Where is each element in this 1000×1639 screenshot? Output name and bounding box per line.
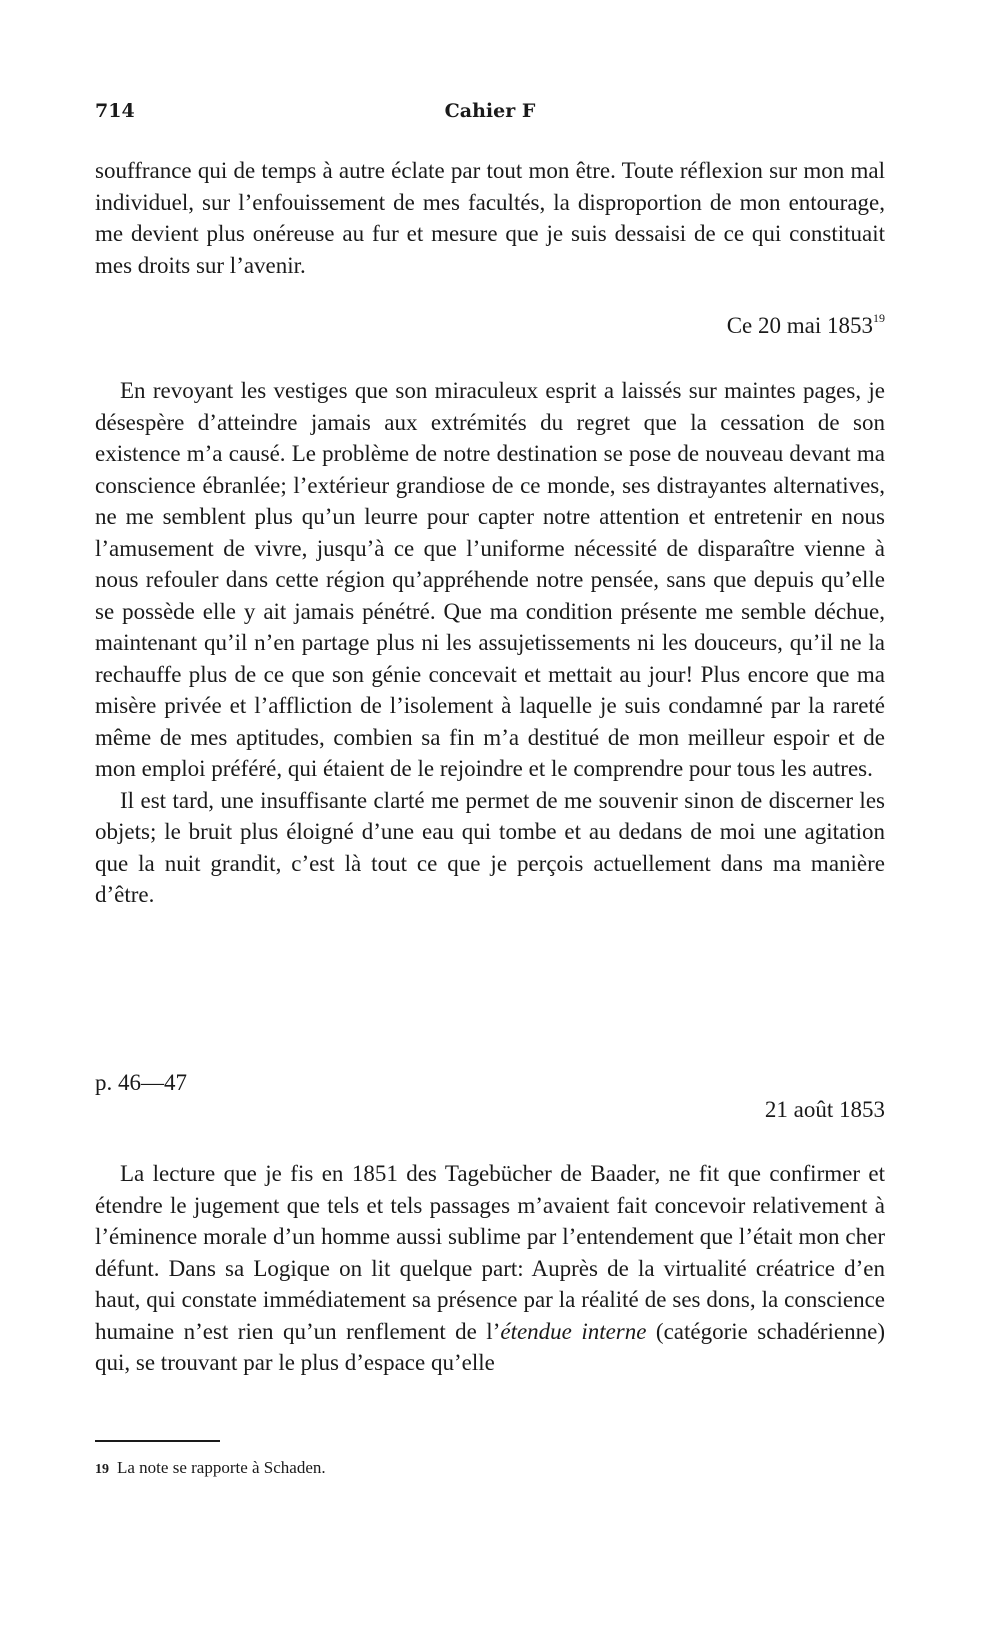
paragraph-text-part: La lecture que je fis en 1851 des Tagebücher de Baader, ne fit que confirmer et étendre le jugement que tels et tels passages m’avaient fait concevoir relativement à l’éminence morale d’un homme aussi sublime par l’entendement que l’était mon cher défunt. Dans sa Logique on lit quelque part: Auprès de la virtualité créatrice d’en haut, qui constate immédiatement sa présence par la réalité de ses dons, la conscience humaine n’est rien qu’un renflement de l’ <box>95 1161 885 1344</box>
footnote <box>95 1458 326 1478</box>
footnote-marker: 19 <box>873 311 885 326</box>
entry-date: Ce 20 mai 1853 <box>726 313 873 338</box>
paragraph-text <box>95 1158 885 1379</box>
footnote-number: 19 <box>95 1462 109 1477</box>
footnote-text: La note se rapporte à Schaden. <box>117 1458 326 1477</box>
page-number: 714 <box>95 100 135 122</box>
entry-body <box>95 1158 885 1379</box>
entry-date: 21 août 1853 <box>764 1097 885 1122</box>
entry-date-heading <box>765 1097 885 1123</box>
running-title: Cahier F <box>444 100 536 122</box>
paragraph-text: En revoyant les vestiges que son miraculeux esprit a laissés sur maintes pages, je désespère d’atteindre jamais aux extrémités du regret que la cessation de son existence m’a causé. Le problème de notre destination se pose de nouveau devant ma conscience ébranlée; l’extérieur grandiose de ce monde, ses distrayantes alternatives, ne me semblent plus qu’un leurre pour capter notre attention et entretenir en nous l’amusement de vivre, jusqu’à ce que l’uniforme nécessité de disparaître vienne à nous refouler dans cette région qu’appréhende notre pensée, sans que depuis qu’elle se possède elle y ait jamais pénétré. Que ma condition présente me semble déchue, maintenant qu’il n’en partage plus ni les assujetissements ni les douceurs, qu’il ne la rechauffe plus de ce que son génie concevait et mettait au jour! Plus encore que ma misère privée et l’affliction de l’isolement à laquelle je suis condamné par la rareté même de mes aptitudes, combien sa fin m’a destitué de mon meilleur espoir et de mon emploi préféré, qui étaient de le rejoindre et le comprendre pour tous les autres. <box>95 378 885 781</box>
italic-term: étendue interne <box>500 1318 647 1344</box>
page-header <box>95 100 885 130</box>
paragraph-text-part: (catégorie schadérienne) qui, se trouvant par le plus d’espace qu’elle <box>95 1318 885 1375</box>
paragraph-continuation <box>95 155 885 281</box>
paragraph-text: souffrance qui de temps à autre éclate par tout mon être. Toute réflexion sur mon mal individuel, sur l’enfouissement de mes facultés, la disproportion de mon entourage, me devient plus onéreuse au fur et mesure que je suis dessaisi de ce qui constituait mes droits sur l’avenir. <box>95 158 885 278</box>
entry-date-heading <box>727 313 885 339</box>
footnote-rule <box>95 1440 220 1442</box>
entry-body <box>95 375 885 911</box>
page-reference: p. 46—47 <box>95 1070 187 1095</box>
paragraph-text: Il est tard, une insuffisante clarté me permet de me souvenir sinon de discerner les objets; le bruit plus éloigné d’une eau qui tombe et au dedans de moi une agitation que la nuit grandit, c’est là tout ce que je perçois actuellement dans ma manière d’être. <box>95 787 885 907</box>
